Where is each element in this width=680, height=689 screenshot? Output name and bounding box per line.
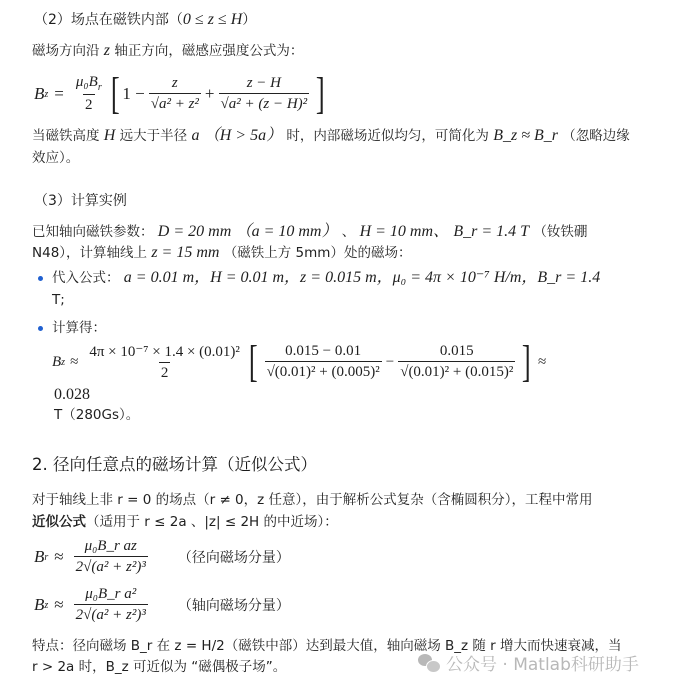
compute-coef-num: 4π × 10⁻⁷ × 1.4 × (0.01)² [89,344,240,360]
coef-den: 2 [83,94,95,114]
direction-description [32,41,303,61]
approx-sign: ≈ [70,353,79,370]
bullet-icon [38,276,43,281]
compute-result: 0.028 [54,386,90,403]
params-Br: B_r = 1.4 T [453,223,530,240]
compute-term2-den: (0.01)² + (0.015)² [408,364,514,380]
params-z: z = 15 mm [151,244,220,261]
bz-lhs: B [34,595,45,614]
formula-coef-fraction [74,74,104,114]
feature-line2: r > 2a 时，B_z 可近似为 “磁偶极子场”。 [32,659,287,675]
compute-term1-den: (0.01)² + (0.005)² [274,364,380,380]
bz-lhs-sub: z [44,599,49,611]
intro-math-z: z [103,42,111,59]
substitute-line2: T; [52,292,65,308]
heading-math: 0 ≤ z ≤ H [182,11,243,28]
term2-den: a² + (z − H)² [228,96,308,112]
params-line2 [32,243,411,263]
compute-coef-fraction [87,342,242,382]
bold-term: 近似公式 [32,514,86,530]
compute-coef-den: 2 [159,362,171,382]
intro-text: （适用于 r ≤ 2a 、|z| ≤ 2H 的中近场）： [86,514,338,530]
compute-term1-num: 0.015 − 0.01 [285,343,362,359]
formula-compute [52,337,547,386]
params-a: （a = 10 mm） [235,223,338,240]
substitute-line1 [52,268,600,288]
approx-sign: ≈ [54,547,64,566]
left-bracket: [ [110,69,120,118]
bullet-label: 代入公式： [52,270,120,286]
term1-den: a² + z² [158,96,199,112]
note-math-condition: （H > 5a） [203,127,283,144]
section-heading-radial: 2. 径向任意点的磁场计算（近似公式） [32,455,317,474]
coef-num: μ₀B [75,74,98,90]
note-math-H: H [103,127,116,144]
term2-num: z − H [246,75,281,91]
note-text: （忽略边缘 [562,128,630,144]
approx-sign: ≈ [54,595,64,614]
compute-term1 [265,343,382,381]
params-text: （钕铁硼 [533,224,588,240]
note-text: 时，内部磁场近似均匀，可简化为 [286,128,489,144]
term2-fraction [219,75,310,113]
br-fraction [74,538,148,576]
substitute-values: a = 0.01 m，H = 0.01 m，z = 0.015 m，μ₀ = 4π × 10⁻⁷ H/m，B_r = 1.4 [123,269,601,286]
bz-den: 2√(a² + z²)³ [74,604,148,624]
intro-text: 磁场方向沿 [32,43,100,59]
br-lhs: B [34,547,45,566]
br-den: 2√(a² + z²)³ [74,556,148,576]
uniform-field-note-line2 [32,148,79,168]
uniform-field-note-line1 [32,126,630,146]
compute-term2-num: 0.015 [439,343,474,359]
right-bracket: ] [316,69,325,118]
radial-intro-line2 [32,512,338,532]
formula-lhs: B [34,84,45,103]
formula-bz-approx [34,586,290,624]
formula-lhs-sub: z [44,88,49,100]
coef-num-sub: r [97,82,102,93]
one-minus: 1 − [122,84,145,103]
left-bracket: [ [248,337,258,386]
note-text: 效应）。 [32,150,80,166]
compute-unit: T（280Gs）。 [54,407,140,423]
bz-num: μ₀B_r a² [85,586,137,602]
right-bracket: ] [522,337,532,386]
note-text: 当磁铁高度 [32,128,100,144]
bz-fraction [74,586,148,624]
term1-num: z [171,75,178,91]
plus: + [204,84,215,103]
sqrt-icon: √ [400,364,409,380]
minus-sign: − [385,353,395,370]
bullet-icon [38,326,43,331]
watermark [418,650,639,675]
subsection-heading-example: （3）计算实例 [34,193,127,209]
approx-sign-end: ≈ [538,353,547,370]
bz-label: （轴向磁场分量） [177,598,290,614]
watermark-text: 公众号 · Matlab科研助手 [446,655,639,675]
radial-intro-line1: 对于轴线上非 r = 0 的场点（r ≠ 0，z 任意），由于解析公式复杂（含椭圆积分），工程中常用 [32,492,593,508]
params-text: N48），计算轴线上 [32,245,148,261]
sqrt-icon: √ [220,96,229,112]
formula-eq: = [54,84,64,103]
br-num: μ₀B_r az [84,538,137,554]
heading-text-end: ） [242,12,257,28]
params-text: （磁铁上方 5mm）处的磁场： [223,245,412,261]
wechat-icon [418,654,440,672]
br-label: （径向磁场分量） [177,550,290,566]
params-D: D = 20 mm [157,223,232,240]
feature-line1: 特点：径向磁场 B_r 在 z = H/2（磁铁中部）达到最大值，轴向磁场 B_z 随 r 增大而快速衰减，当 [32,638,622,654]
params-H: H = 10 mm、 [359,223,450,240]
formula-bz-inside [34,69,328,118]
compute-label: 计算得： [52,320,106,336]
heading-text: （2）场点在磁铁内部（ [34,12,183,28]
intro-text-end: 轴正方向，磁感应强度公式为： [114,43,304,59]
note-text: 远大于半径 [119,128,188,144]
compute-lhs-sub: z [61,356,66,368]
br-lhs-sub: r [44,551,49,563]
note-math-approx: B_z ≈ B_r [493,127,558,144]
term1-fraction [149,75,201,113]
compute-lhs: B [52,353,62,370]
params-line1 [32,222,587,242]
params-text: 已知轴向磁铁参数： [32,224,154,240]
sqrt-icon: √ [150,96,159,112]
sqrt-icon: √ [266,364,275,380]
note-math-a: a [191,127,200,144]
subsection-heading-inside-magnet [34,10,256,30]
compute-term2 [398,343,515,381]
formula-br-approx [34,538,290,576]
params-sep: 、 [341,224,356,240]
